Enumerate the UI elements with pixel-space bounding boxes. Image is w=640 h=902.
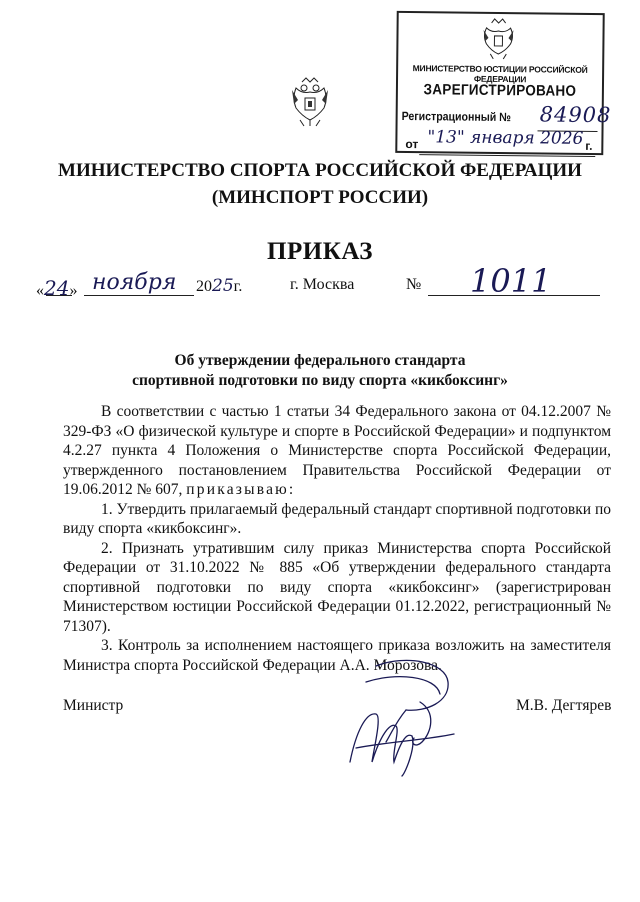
year-handwritten: 25 (212, 276, 234, 296)
signatory-position: Министр (63, 697, 124, 714)
signatory-name: М.В. Дегтярев (516, 697, 612, 714)
year-suffix: г. (233, 278, 243, 295)
order-title-line1: Об утверждении федерального стандарта (174, 352, 466, 369)
date-quote-open: « (36, 282, 44, 299)
order-number: 1011 (470, 262, 552, 300)
paragraph-item-2: 2. Признать утратившим силу приказ Министерства спорта Российской Федерации от 31.10.2022 № 885 «Об утверждении федерального стандарта спортивной подготовки по виду спорта «кикбоксинг» (зарегистрирован Министерством юстиции Российской Федерации 01.12.2022, регистрационный № 71307). (63, 539, 611, 635)
stamp-ministry-name: МИНИСТЕРСТВО ЮСТИЦИИ РОССИЙСКОЙ ФЕДЕРАЦИИ (412, 63, 588, 85)
order-date (36, 276, 77, 300)
order-year (196, 276, 242, 296)
preamble-text: В соответствии с частью 1 статьи 34 Федерального закона от 04.12.2007 № 329-ФЗ «О физической культуре и спорте в Российской Федерации» и подпунктом 4.2.27 пункта 4 Положения о Министерстве спорта Российской Федерации, утвержденного постановлением Правительства Российской Федерации от 19.06.2012 № 607, (63, 403, 611, 498)
coat-of-arms-icon (288, 76, 332, 128)
order-title-line2: спортивной подготовки по виду спорта «кикбоксинг» (132, 372, 508, 389)
paragraph-item-1: 1. Утвердить прилагаемый федеральный стандарт спортивной подготовки по виду спорта «кикбоксинг». (63, 500, 611, 537)
order-month: ноября (92, 270, 177, 295)
number-underline (428, 295, 600, 296)
order-city: г. Москва (290, 276, 355, 293)
document-type: ПРИКАЗ (267, 238, 373, 265)
handwritten-signature (336, 652, 476, 780)
stamp-reg-number: 84908 (539, 102, 612, 128)
ministry-title: МИНИСТЕРСТВО СПОРТА РОССИЙСКОЙ ФЕДЕРАЦИИ (58, 160, 582, 181)
day-underline (46, 295, 72, 296)
month-underline (84, 295, 194, 296)
stamp-date-line (419, 154, 595, 157)
date-quote-close: » (69, 282, 78, 299)
registration-stamp (395, 11, 612, 155)
year-prefix: 20 (196, 278, 212, 295)
stamp-emblem-icon (480, 18, 516, 60)
stamp-year-suffix: г. (585, 138, 593, 153)
paragraph-item-3: 3. Контроль за исполнением настоящего приказа возложить на заместителя Министра спорта Российской Федерации А.А. Морозова. (63, 637, 611, 674)
stamp-from-label: от (405, 137, 419, 152)
ministry-short-title: (МИНСПОРТ РОССИИ) (211, 187, 429, 208)
stamp-registered-label: ЗАРЕГИСТРИРОВАНО (423, 81, 577, 100)
order-number-label: № (406, 276, 422, 293)
order-day: 24 (44, 276, 70, 300)
order-body (63, 402, 611, 675)
order-word: приказываю: (186, 481, 296, 498)
stamp-reg-label: Регистрационный № (401, 108, 512, 125)
paragraph-preamble (63, 402, 611, 500)
stamp-from-date: "13" января 2026 (427, 127, 584, 149)
